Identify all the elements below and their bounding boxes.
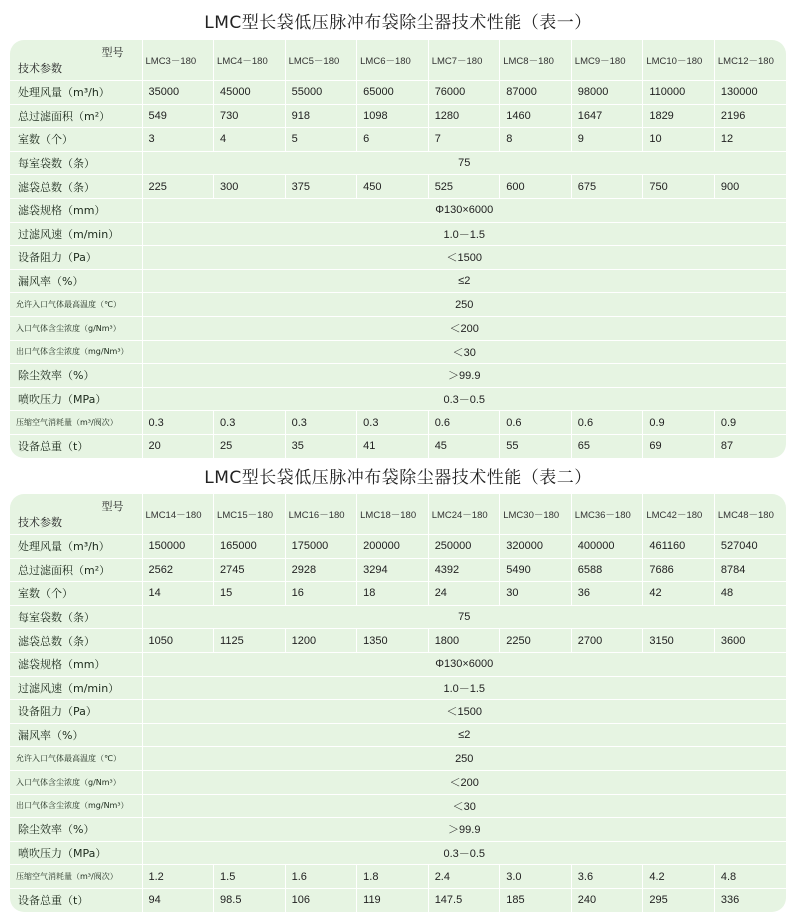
cell-value: 336 xyxy=(714,888,786,911)
cell-value: 4.2 xyxy=(643,865,715,889)
cell-value: 3.0 xyxy=(500,865,572,889)
header-corner-cell xyxy=(10,494,142,535)
row-label: 漏风率（%） xyxy=(10,269,142,293)
cell-value: 2700 xyxy=(571,629,643,653)
cell-value: 98.5 xyxy=(214,888,286,911)
row-span-value: Φ130×6000 xyxy=(142,198,786,222)
table-row xyxy=(10,535,786,559)
cell-value: 25 xyxy=(214,434,286,457)
cell-value: 110000 xyxy=(643,81,715,105)
cell-value: 24 xyxy=(428,582,500,606)
cell-value: 1829 xyxy=(643,104,715,128)
cell-value: 2196 xyxy=(714,104,786,128)
model-header: LMC7－180 xyxy=(428,40,500,81)
table2-panel xyxy=(10,494,786,912)
corner-param-label: 技术参数 xyxy=(18,517,62,529)
cell-value: 900 xyxy=(714,175,786,199)
cell-value: 4 xyxy=(214,128,286,152)
row-span-value: 250 xyxy=(142,293,786,317)
cell-value: 18 xyxy=(357,582,429,606)
cell-value: 4392 xyxy=(428,558,500,582)
row-span-value: 0.3－0.5 xyxy=(142,387,786,411)
cell-value: 15 xyxy=(214,582,286,606)
table-row xyxy=(10,676,786,700)
cell-value: 1647 xyxy=(571,104,643,128)
model-header: LMC5－180 xyxy=(285,40,357,81)
row-span-value: ≤2 xyxy=(142,269,786,293)
cell-value: 20 xyxy=(142,434,214,457)
row-span-value: ＜30 xyxy=(142,340,786,364)
row-span-value: Φ130×6000 xyxy=(142,652,786,676)
row-span-value: 1.0－1.5 xyxy=(142,676,786,700)
row-label: 压缩空气消耗量（m³/阀次） xyxy=(10,411,142,435)
cell-value: 461160 xyxy=(643,535,715,559)
row-label: 设备总重（t） xyxy=(18,440,89,454)
row-label: 总过滤面积（m²） xyxy=(10,558,142,582)
row-label: 设备阻力（Pa） xyxy=(10,700,142,724)
cell-value: 295 xyxy=(643,888,715,911)
row-label: 滤袋规格（mm） xyxy=(10,652,142,676)
model-header: LMC8－180 xyxy=(500,40,572,81)
table-row xyxy=(10,652,786,676)
cell-value: 525 xyxy=(428,175,500,199)
cell-value: 200000 xyxy=(357,535,429,559)
table-row xyxy=(10,747,786,771)
table-row xyxy=(10,364,786,388)
cell-value: 3294 xyxy=(357,558,429,582)
row-span-value: ＜200 xyxy=(142,770,786,794)
row-label: 滤袋总数（条） xyxy=(10,629,142,653)
row-label: 处理风量（m³/h） xyxy=(10,81,142,105)
cell-value: 0.6 xyxy=(428,411,500,435)
cell-value: 0.9 xyxy=(714,411,786,435)
cell-value: 527040 xyxy=(714,535,786,559)
model-header: LMC42－180 xyxy=(643,494,715,535)
row-span-value: ＞99.9 xyxy=(142,818,786,842)
row-label: 室数（个） xyxy=(10,582,142,606)
table-row xyxy=(10,151,786,175)
model-header: LMC10－180 xyxy=(643,40,715,81)
table-row xyxy=(10,175,786,199)
cell-value: 119 xyxy=(357,888,429,911)
header-corner-cell xyxy=(10,40,142,81)
cell-value: 1350 xyxy=(357,629,429,653)
table-row xyxy=(10,316,786,340)
table-row xyxy=(10,222,786,246)
cell-value: 225 xyxy=(142,175,214,199)
row-label: 除尘效率（%） xyxy=(10,818,142,842)
model-header: LMC36－180 xyxy=(571,494,643,535)
cell-value: 3150 xyxy=(643,629,715,653)
row-span-value: 250 xyxy=(142,747,786,771)
cell-value: 65 xyxy=(571,434,643,457)
row-label: 处理风量（m³/h） xyxy=(10,535,142,559)
cell-value: 9 xyxy=(571,128,643,152)
table-row xyxy=(10,841,786,865)
cell-value: 730 xyxy=(214,104,286,128)
row-label: 出口气体含尘浓度（mg/Nm³） xyxy=(10,794,142,818)
cell-value: 106 xyxy=(285,888,357,911)
model-header: LMC18－180 xyxy=(357,494,429,535)
table-row xyxy=(10,582,786,606)
row-span-value: ＜1500 xyxy=(142,700,786,724)
table-row xyxy=(10,434,786,457)
spec-table-2 xyxy=(10,494,786,912)
corner-model-label: 型号 xyxy=(101,501,124,513)
cell-value: 600 xyxy=(500,175,572,199)
cell-value: 98000 xyxy=(571,81,643,105)
model-header: LMC24－180 xyxy=(428,494,500,535)
cell-value: 1098 xyxy=(357,104,429,128)
row-label: 滤袋规格（mm） xyxy=(10,198,142,222)
cell-value: 3 xyxy=(142,128,214,152)
cell-value: 450 xyxy=(357,175,429,199)
cell-value: 1.5 xyxy=(214,865,286,889)
row-label: 总过滤面积（m²） xyxy=(10,104,142,128)
model-header: LMC30－180 xyxy=(500,494,572,535)
spec-table-1 xyxy=(10,40,786,458)
cell-value: 130000 xyxy=(714,81,786,105)
model-header: LMC3－180 xyxy=(142,40,214,81)
cell-value: 6 xyxy=(357,128,429,152)
row-label: 除尘效率（%） xyxy=(10,364,142,388)
table-row xyxy=(10,865,786,889)
cell-value: 2745 xyxy=(214,558,286,582)
table-row xyxy=(10,269,786,293)
cell-value: 48 xyxy=(714,582,786,606)
row-label: 允许入口气体最高温度（℃） xyxy=(10,747,142,771)
cell-value: 165000 xyxy=(214,535,286,559)
cell-value: 8 xyxy=(500,128,572,152)
cell-value: 7 xyxy=(428,128,500,152)
table-row xyxy=(10,293,786,317)
cell-value: 1200 xyxy=(285,629,357,653)
cell-value: 55000 xyxy=(285,81,357,105)
cell-value: 8784 xyxy=(714,558,786,582)
model-header: LMC9－180 xyxy=(571,40,643,81)
cell-value: 10 xyxy=(643,128,715,152)
row-label: 室数（个） xyxy=(10,128,142,152)
cell-value: 2928 xyxy=(285,558,357,582)
cell-value: 94 xyxy=(142,888,214,911)
row-label: 喷吹压力（MPa） xyxy=(10,841,142,865)
table-row xyxy=(10,888,786,911)
cell-value: 400000 xyxy=(571,535,643,559)
cell-value: 0.3 xyxy=(285,411,357,435)
row-label: 允许入口气体最高温度（℃） xyxy=(10,293,142,317)
cell-value: 16 xyxy=(285,582,357,606)
table-row xyxy=(10,723,786,747)
row-span-value: ＞99.9 xyxy=(142,364,786,388)
cell-value: 55 xyxy=(500,434,572,457)
cell-value: 2562 xyxy=(142,558,214,582)
cell-value: 0.3 xyxy=(357,411,429,435)
cell-value: 175000 xyxy=(285,535,357,559)
cell-value: 0.3 xyxy=(142,411,214,435)
table-row xyxy=(10,818,786,842)
model-header: LMC15－180 xyxy=(214,494,286,535)
cell-value: 918 xyxy=(285,104,357,128)
model-header: LMC14－180 xyxy=(142,494,214,535)
table-row xyxy=(10,198,786,222)
row-span-value: ≤2 xyxy=(142,723,786,747)
row-label: 喷吹压力（MPa） xyxy=(10,387,142,411)
row-label: 压缩空气消耗量（m³/阀次） xyxy=(10,865,142,889)
cell-value: 35000 xyxy=(142,81,214,105)
row-label: 设备总重（t） xyxy=(18,894,89,908)
cell-value: 240 xyxy=(571,888,643,911)
header-row xyxy=(10,494,786,535)
cell-value: 1.6 xyxy=(285,865,357,889)
table-row xyxy=(10,629,786,653)
table-row xyxy=(10,558,786,582)
cell-value: 35 xyxy=(285,434,357,457)
cell-value: 0.6 xyxy=(500,411,572,435)
cell-value: 2250 xyxy=(500,629,572,653)
table-row xyxy=(10,794,786,818)
cell-value: 45000 xyxy=(214,81,286,105)
model-header: LMC48－180 xyxy=(714,494,786,535)
cell-value: 87000 xyxy=(500,81,572,105)
corner-model-label: 型号 xyxy=(101,47,124,59)
table-row xyxy=(10,104,786,128)
cell-value: 4.8 xyxy=(714,865,786,889)
row-label: 漏风率（%） xyxy=(10,723,142,747)
row-span-value: 0.3－0.5 xyxy=(142,841,786,865)
row-label: 出口气体含尘浓度（mg/Nm³） xyxy=(10,340,142,364)
header-row xyxy=(10,40,786,81)
cell-value: 1280 xyxy=(428,104,500,128)
table-row xyxy=(10,700,786,724)
table2-title: LMC型长袋低压脉冲布袋除尘器技术性能（表二） xyxy=(204,468,592,488)
cell-value: 675 xyxy=(571,175,643,199)
cell-value: 300 xyxy=(214,175,286,199)
row-label: 过滤风速（m/min） xyxy=(10,222,142,246)
table-row xyxy=(10,340,786,364)
cell-value: 12 xyxy=(714,128,786,152)
table-row xyxy=(10,128,786,152)
cell-value: 3.6 xyxy=(571,865,643,889)
table-row xyxy=(10,411,786,435)
cell-value: 0.6 xyxy=(571,411,643,435)
cell-value: 549 xyxy=(142,104,214,128)
cell-value: 7686 xyxy=(643,558,715,582)
cell-value: 69 xyxy=(643,434,715,457)
cell-value: 2.4 xyxy=(428,865,500,889)
cell-value: 0.9 xyxy=(643,411,715,435)
cell-value: 375 xyxy=(285,175,357,199)
cell-value: 5 xyxy=(285,128,357,152)
model-header: LMC6－180 xyxy=(357,40,429,81)
row-span-value: ＜200 xyxy=(142,316,786,340)
row-label: 每室袋数（条） xyxy=(10,605,142,629)
cell-value: 1.8 xyxy=(357,865,429,889)
cell-value: 41 xyxy=(357,434,429,457)
table-row xyxy=(10,770,786,794)
cell-value: 6588 xyxy=(571,558,643,582)
cell-value: 1.2 xyxy=(142,865,214,889)
row-span-value: 1.0－1.5 xyxy=(142,222,786,246)
cell-value: 36 xyxy=(571,582,643,606)
cell-value: 45 xyxy=(428,434,500,457)
model-header: LMC12－180 xyxy=(714,40,786,81)
corner-param-label: 技术参数 xyxy=(18,63,62,75)
cell-value: 65000 xyxy=(357,81,429,105)
cell-value: 0.3 xyxy=(214,411,286,435)
cell-value: 185 xyxy=(500,888,572,911)
cell-value: 30 xyxy=(500,582,572,606)
cell-value: 42 xyxy=(643,582,715,606)
cell-value: 1800 xyxy=(428,629,500,653)
cell-value: 3600 xyxy=(714,629,786,653)
cell-value: 1460 xyxy=(500,104,572,128)
table1-title: LMC型长袋低压脉冲布袋除尘器技术性能（表一） xyxy=(204,13,592,33)
row-label: 入口气体含尘浓度（g/Nm³） xyxy=(10,770,142,794)
model-header: LMC4－180 xyxy=(214,40,286,81)
cell-value: 250000 xyxy=(428,535,500,559)
row-label: 过滤风速（m/min） xyxy=(10,676,142,700)
row-span-value: 75 xyxy=(142,151,786,175)
cell-value: 1125 xyxy=(214,629,286,653)
table-row xyxy=(10,387,786,411)
row-label: 每室袋数（条） xyxy=(10,151,142,175)
model-header: LMC16－180 xyxy=(285,494,357,535)
cell-value: 320000 xyxy=(500,535,572,559)
cell-value: 76000 xyxy=(428,81,500,105)
cell-value: 750 xyxy=(643,175,715,199)
cell-value: 150000 xyxy=(142,535,214,559)
cell-value: 14 xyxy=(142,582,214,606)
table-row xyxy=(10,81,786,105)
row-label: 滤袋总数（条） xyxy=(10,175,142,199)
cell-value: 5490 xyxy=(500,558,572,582)
cell-value: 87 xyxy=(714,434,786,457)
cell-value: 147.5 xyxy=(428,888,500,911)
cell-value: 1050 xyxy=(142,629,214,653)
row-span-value: ＜30 xyxy=(142,794,786,818)
table-row xyxy=(10,246,786,270)
row-span-value: ＜1500 xyxy=(142,246,786,270)
table1-panel xyxy=(10,40,786,458)
row-label: 设备阻力（Pa） xyxy=(10,246,142,270)
row-label: 入口气体含尘浓度（g/Nm³） xyxy=(10,316,142,340)
table-row xyxy=(10,605,786,629)
row-span-value: 75 xyxy=(142,605,786,629)
